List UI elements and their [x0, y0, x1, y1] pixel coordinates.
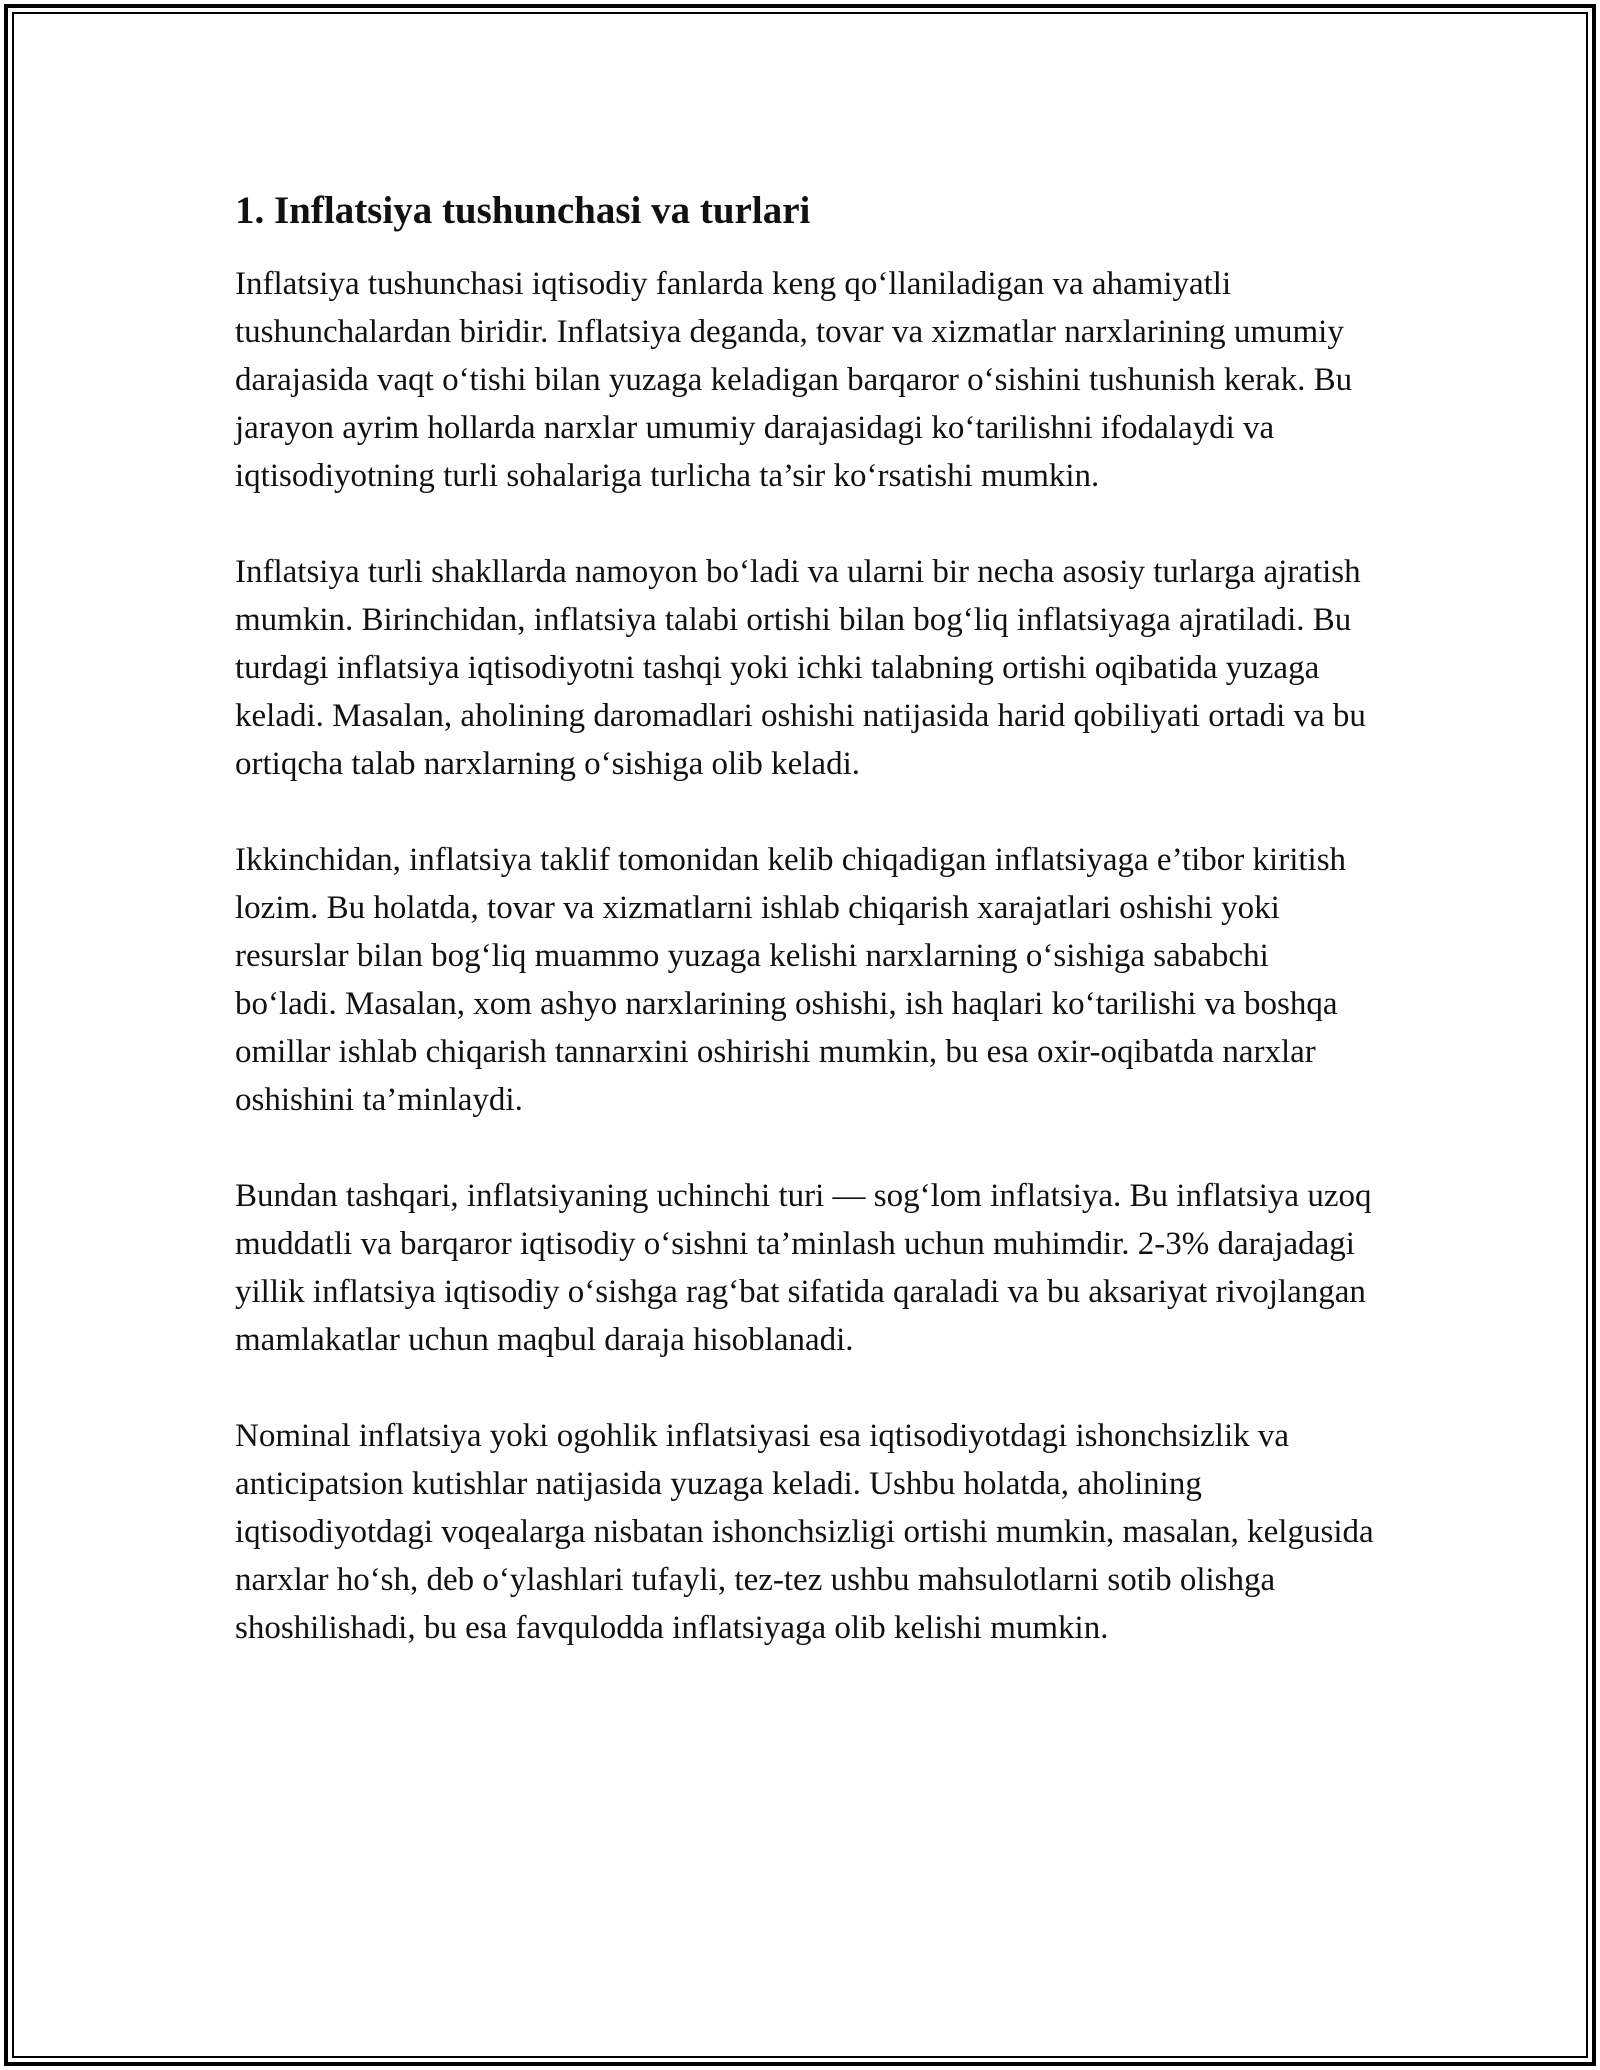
paragraph-demand-inflation: Inflatsiya turli shakllarda namoyon bo‘ladi va ularni bir necha asosiy turlarga ajratish mumkin. Birinchidan, inflatsiya talabi ortishi bilan bog‘liq inflatsiyaga ajratiladi. Bu turdagi inflatsiya iqtisodiyotni tashqi yoki ichki talabning ortishi oqibatida yuzaga keladi. Masalan, aholining daromadlari oshishi natijasida harid qobiliyati ortadi va bu ortiqcha talab narxlarning o‘sishiga olib keladi.	[235, 554, 1366, 782]
section-heading: 1. Inflatsiya tushunchasi va turlari	[235, 189, 811, 232]
paragraph-healthy-inflation: Bundan tashqari, inflatsiyaning uchinchi turi — sog‘lom inflatsiya. Bu inflatsiya uzoq muddatli va barqaror iqtisodiy o‘sishni ta’minlash uchun muhimdir. 2-3% darajadagi yillik inflatsiya iqtisodiy o‘sishga rag‘bat sifatida qaraladi va bu aksariyat rivojlangan mamlakatlar uchun maqbul daraja hisoblanadi.	[235, 1178, 1372, 1358]
document-body	[235, 186, 1375, 1700]
paragraph-nominal-inflation: Nominal inflatsiya yoki ogohlik inflatsiyasi esa iqtisodiyotdagi ishonchsizlik va anticipatsion kutishlar natijasida yuzaga keladi. Ushbu holatda, aholining iqtisodiyotdagi voqealarga nisbatan ishonchsizligi ortishi mumkin, masalan, kelgusida narxlar ho‘sh, deb o‘ylashlari tufayli, tez-tez ushbu mahsulotlarni sotib olishga shoshilishadi, bu esa favqulodda inflatsiyaga olib kelishi mumkin.	[235, 1418, 1374, 1646]
paragraph-supply-inflation: Ikkinchidan, inflatsiya taklif tomonidan kelib chiqadigan inflatsiyaga e’tibor kiritish lozim. Bu holatda, tovar va xizmatlarni ishlab chiqarish xarajatlari oshishi yoki resurslar bilan bog‘liq muammo yuzaga kelishi narxlarning o‘sishiga sababchi bo‘ladi. Masalan, xom ashyo narxlarining oshishi, ish haqlari ko‘tarilishi va boshqa omillar ishlab chiqarish tannarxini oshirishi mumkin, bu esa oxir-oqibatda narxlar oshishini ta’minlaydi.	[235, 842, 1347, 1118]
paragraph-definition: Inflatsiya tushunchasi iqtisodiy fanlarda keng qo‘llaniladigan va ahamiyatli tushunchalardan biridir. Inflatsiya deganda, tovar va xizmatlar narxlarining umumiy darajasida vaqt o‘tishi bilan yuzaga keladigan barqaror o‘sishini tushunish kerak. Bu jarayon ayrim hollarda narxlar umumiy darajasidagi ko‘tarilishni ifodalaydi va iqtisodiyotning turli sohalariga turlicha ta’sir ko‘rsatishi mumkin.	[235, 266, 1353, 494]
